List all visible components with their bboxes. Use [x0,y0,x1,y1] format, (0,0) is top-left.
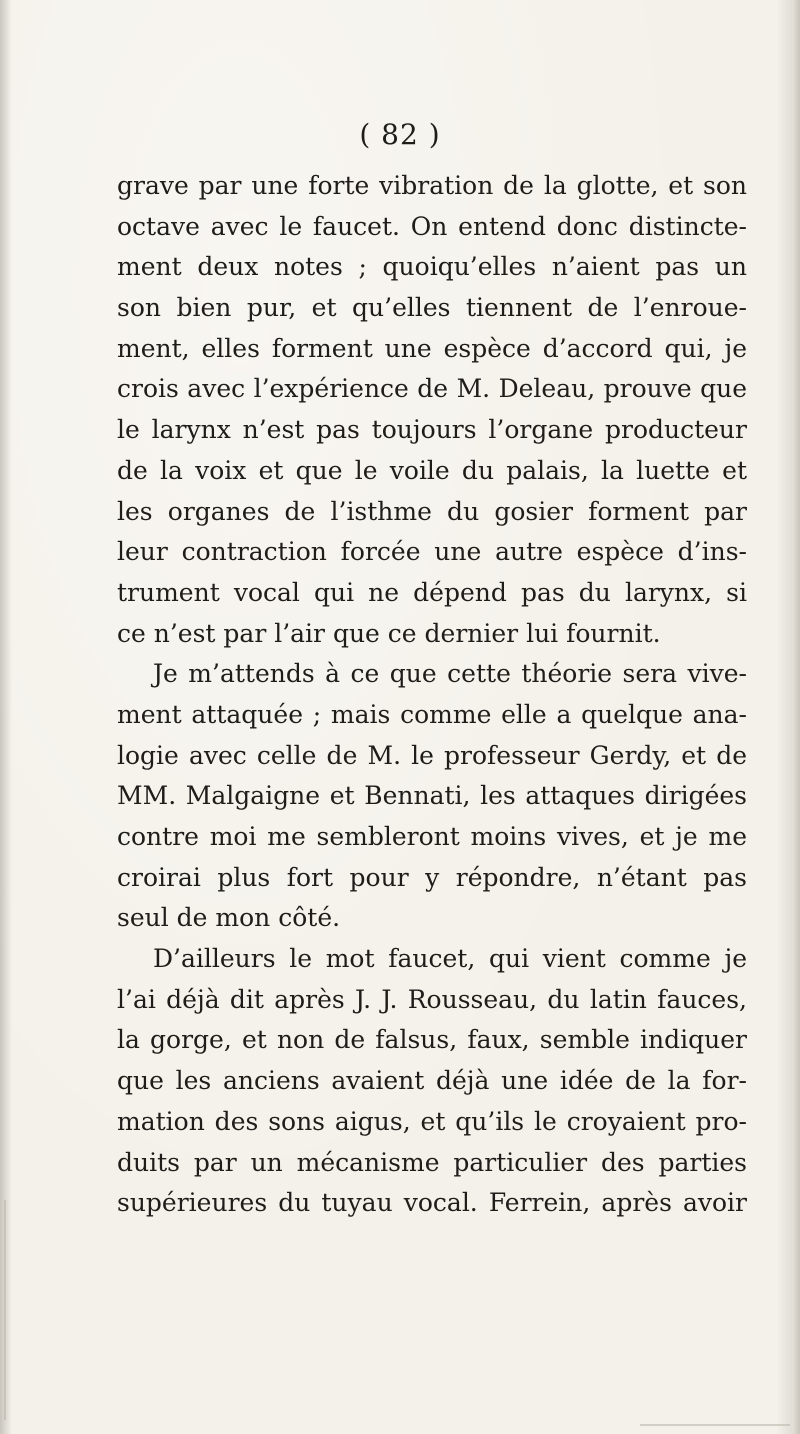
text-line-9: les organes de l’isthme du gosier forment par [117,496,747,526]
text-line-20: D’ailleurs le mot faucet, qui vient comme je [153,944,747,974]
text-line-18: croirai plus fort pour y répondre, n’étant pas [117,862,747,892]
text-line-3: ment deux notes ; quoiqu’elles n’aient pas un [117,252,747,282]
scan-mark [640,1424,790,1426]
text-line-19: seul de mon côté. [117,903,341,933]
body-text [117,166,747,1224]
text-line-24: mation des sons aigus, et qu’ils le croyaient pro- [117,1106,747,1136]
text-line-4: son bien pur, et qu’elles tiennent de l’enroue- [117,293,747,323]
text-line-6: crois avec l’expérience de M. Deleau, prouve que [117,374,747,404]
text-line-11: trument vocal qui ne dépend pas du larynx, si [117,577,747,607]
text-line-25: duits par un mécanisme particulier des parties [117,1147,747,1177]
text-line-12: ce n’est par l’air que ce dernier lui fournit. [117,618,661,648]
page-right-edge [792,0,800,1434]
text-line-15: logie avec celle de M. le professeur Gerdy, et de [117,740,747,770]
text-line-2: octave avec le faucet. On entend donc distincte- [117,211,747,241]
text-line-26: supérieures du tuyau vocal. Ferrein, après avoir [117,1188,747,1218]
text-line-5: ment, elles forment une espèce d’accord qui, je [117,333,747,363]
scan-mark [4,1200,6,1420]
text-line-16: MM. Malgaigne et Bennati, les attaques dirigées [117,781,747,811]
text-line-17: contre moi me sembleront moins vives, et je me [117,822,747,851]
text-line-1: grave par une forte vibration de la glotte, et son [117,171,747,200]
page-number: ( 82 ) [359,118,441,151]
text-line-10: leur contraction forcée une autre espèce d’ins- [117,537,747,567]
text-line-23: que les anciens avaient déjà une idée de la for- [117,1066,747,1096]
text-line-7: le larynx n’est pas toujours l’organe producteur [117,415,747,445]
text-line-21: l’ai déjà dit après J. J. Rousseau, du latin fauces, [117,984,747,1014]
text-line-22: la gorge, et non de falsus, faux, semble indiquer [117,1025,747,1055]
text-line-14: ment attaquée ; mais comme elle a quelque ana- [117,699,747,729]
page-left-shadow [0,0,12,1434]
text-line-13: Je m’attends à ce que cette théorie sera vive- [153,659,747,689]
text-line-8: de la voix et que le voile du palais, la luette et [117,455,747,485]
